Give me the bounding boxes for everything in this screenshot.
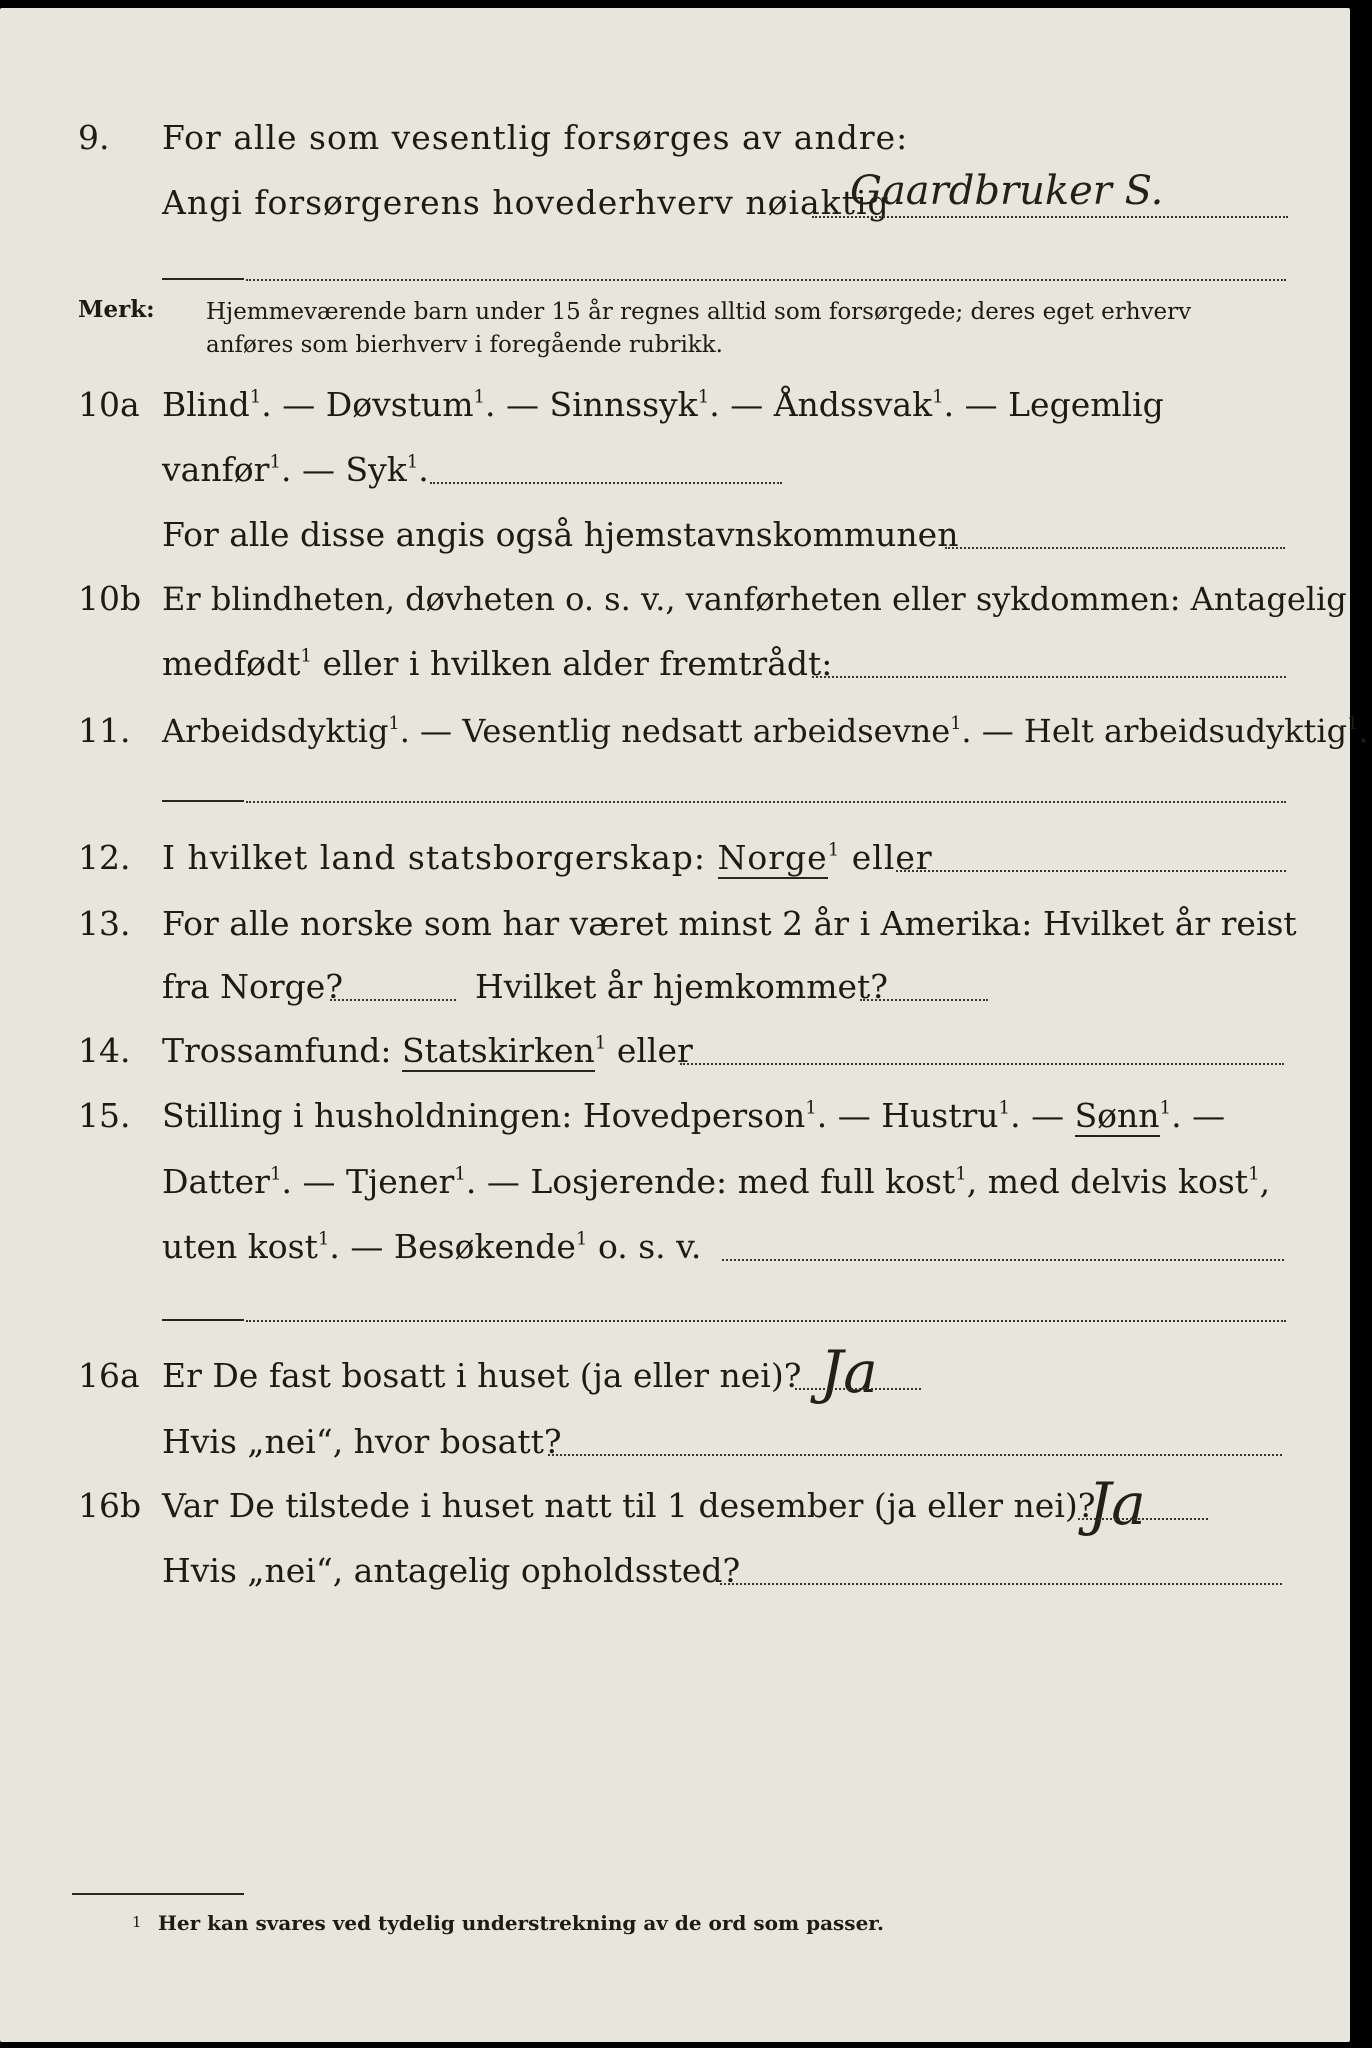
q14-number: 14. [78, 1031, 131, 1070]
q12-answer-line [896, 870, 1286, 872]
statskirken-option: Statskirken [401, 1031, 595, 1070]
q15-line3: uten kost$^1$. — Besøkende$^1$ o. s. v. [162, 1227, 702, 1266]
q16b-answer-line [1078, 1518, 1208, 1520]
footnote-mark: 1 [132, 1913, 142, 1931]
hovedperson-option: Stilling i husholdningen: Hovedperson [162, 1096, 806, 1135]
legemlig-option: — Legemlig [964, 385, 1164, 424]
delvis-kost-option: , med delvis kost [966, 1162, 1249, 1201]
q13-reist-label: fra Norge? [162, 967, 344, 1006]
q16a-line2: Hvis „nei“, hvor bosatt? [162, 1422, 562, 1461]
q15-number: 15. [78, 1096, 131, 1135]
merk-line2: anføres som bierhverv i foregående rubrikk. [206, 332, 723, 358]
q16b-line2: Hvis „nei“, antagelig opholdssted? [162, 1551, 741, 1590]
q15-rule [162, 1319, 244, 1321]
sinnssyk-option: — Sinnssyk [506, 385, 698, 424]
q11-line: Arbeidsdyktig$^1$. — Vesentlig nedsatt arbeidsevne$^1$. — Helt arbeidsudyktig$^1$. [162, 712, 1369, 750]
q15-line1: Stilling i husholdningen: Hovedperson$^1$. — Hustru$^1$. — Sønn$^1$. — [162, 1096, 1226, 1135]
q15-dotted-rule [246, 1320, 1286, 1322]
q10b-alder-text: eller i hvilken alder fremtrådt: [322, 644, 833, 683]
q14-label: Trossamfund: [162, 1031, 392, 1070]
tjener-option: — Tjener [302, 1162, 455, 1201]
q9-answer-line [812, 216, 1288, 218]
arbeidsudyktig-option: — Helt arbeidsudyktig [981, 712, 1348, 750]
q16a-line1: Er De fast bosatt i huset (ja eller nei)? [162, 1356, 802, 1395]
osv-text: o. s. v. [597, 1227, 702, 1266]
q10b-line2: medfødt$^1$ eller i hvilken alder fremtrådt: [162, 644, 833, 683]
q10a-syk-line [430, 482, 782, 484]
q11-rule [162, 800, 244, 802]
q16a-answer-line [795, 1388, 921, 1390]
q10a-kommune-line [945, 547, 1285, 549]
section-dotted-rule [246, 279, 1286, 281]
merk-line1: Hjemmeværende barn under 15 år regnes alltid som forsørgede; deres eget erhverv [206, 299, 1192, 325]
norge-option: Norge [717, 838, 828, 877]
q13-number: 13. [78, 904, 131, 943]
q14-answer-line [680, 1063, 1284, 1065]
q13-reist-line [330, 999, 456, 1001]
footnote-text: Her kan svares ved tydelig understrekning av de ord som passer. [158, 1911, 884, 1935]
q9-line2: Angi forsørgerens hovederhverv nøiaktig [162, 183, 890, 222]
q16b-opholdssted-line [720, 1583, 1282, 1585]
q16a-bosatt-line [548, 1454, 1282, 1456]
q10a-number: 10a [78, 385, 140, 424]
q10a-line1: Blind$^1$. — Døvstum$^1$. — Sinnssyk$^1$. — Åndssvak$^1$. — Legemlig [162, 385, 1164, 424]
sonn-option: Sønn [1074, 1096, 1160, 1135]
q16a-number: 16a [78, 1356, 140, 1395]
q16b-line1: Var De tilstede i huset natt til 1 desember (ja eller nei)? [162, 1486, 1096, 1525]
q15-comma: , [1259, 1162, 1271, 1201]
q13-hjemkommet-line [860, 999, 988, 1001]
q16b-number: 16b [78, 1486, 142, 1525]
dovstum-option: — Døvstum [282, 385, 474, 424]
q15-line2: Datter$^1$. — Tjener$^1$. — Losjerende: med full kost$^1$, med delvis kost$^1$, [162, 1162, 1271, 1201]
merk-label: Merk: [78, 296, 155, 323]
q13-hjemkommet-label: Hvilket år hjemkommet? [475, 967, 888, 1006]
full-kost-option: — Losjerende: med full kost [486, 1162, 956, 1201]
uten-kost-option: uten kost [162, 1227, 318, 1266]
q10b-number: 10b [78, 579, 142, 618]
q10b-line1: Er blindheten, døvheten o. s. v., vanførheten eller sykdommen: Antagelig [162, 580, 1347, 618]
q9-number: 9. [78, 118, 110, 157]
medfodt-option: medfødt [162, 644, 301, 683]
nedsatt-option: — Vesentlig nedsatt arbeidsevne [420, 712, 951, 750]
besokende-option: — Besøkende [350, 1227, 576, 1266]
section-rule [162, 278, 244, 280]
q15-dash: — [1031, 1096, 1065, 1135]
q11-dotted-rule [246, 801, 1286, 803]
footnote-rule [72, 1893, 244, 1895]
datter-option: Datter [162, 1162, 270, 1201]
q15-dash-end: — [1192, 1096, 1226, 1135]
q15-answer-line [722, 1259, 1284, 1261]
andssvak-option: — Åndssvak [730, 385, 933, 424]
q10b-answer-line [812, 676, 1286, 678]
vanfor-option: vanfør [162, 450, 270, 489]
q10a-line2: vanfør$^1$. — Syk$^1$. [162, 450, 429, 489]
q12-eller: eller [851, 838, 933, 877]
q9-line1: For alle som vesentlig forsørges av andre: [162, 118, 909, 157]
q10a-line3: For alle disse angis også hjemstavnskommunen [162, 515, 959, 554]
hustru-option: — Hustru [837, 1096, 999, 1135]
q12-question: I hvilket land statsborgerskap: [162, 838, 707, 877]
q14-line: Trossamfund: Statskirken$^1$ eller [162, 1031, 693, 1070]
blind-option: Blind [162, 385, 250, 424]
q16b-handwritten-answer: Ja [1088, 1470, 1146, 1538]
q13-line1: For alle norske som har været minst 2 år i Amerika: Hvilket år reist [162, 904, 1297, 943]
q9-handwritten-answer: Gaardbruker S. [850, 168, 1164, 214]
q14-eller: eller [616, 1031, 693, 1070]
q11-number: 11. [78, 711, 131, 750]
q12-number: 12. [78, 838, 131, 877]
arbeidsdyktig-option: Arbeidsdyktig [162, 712, 389, 750]
syk-option: — Syk [301, 450, 407, 489]
q16a-handwritten-answer: Ja [820, 1338, 878, 1406]
q12-line: I hvilket land statsborgerskap: Norge$^1$ eller [162, 838, 933, 877]
